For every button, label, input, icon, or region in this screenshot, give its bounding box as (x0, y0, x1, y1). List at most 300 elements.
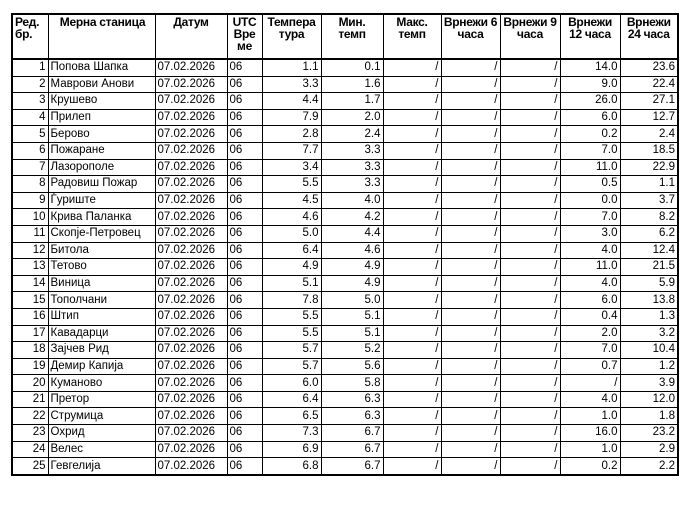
cell-station-name: Радовиш Пожар (48, 176, 155, 193)
cell-utc-time: 06 (227, 259, 262, 276)
cell-max-temp: / (383, 126, 441, 143)
cell-utc-time: 06 (227, 325, 262, 342)
cell-temperature: 5.0 (262, 225, 321, 242)
cell-precip-9h: / (500, 275, 560, 292)
cell-date: 07.02.2026 (155, 93, 227, 110)
table-row (12, 358, 678, 375)
cell-date: 07.02.2026 (155, 342, 227, 359)
cell-max-temp: / (383, 192, 441, 209)
cell-precip-24h: 12.7 (620, 109, 678, 126)
cell-date: 07.02.2026 (155, 176, 227, 193)
cell-precip-9h: / (500, 176, 560, 193)
cell-precip-9h: / (500, 358, 560, 375)
cell-max-temp: / (383, 458, 441, 475)
cell-precip-6h: / (441, 259, 500, 276)
header-temperature: Темпера тура (262, 14, 321, 59)
cell-precip-9h: / (500, 76, 560, 93)
cell-station-name: Кавадарци (48, 325, 155, 342)
header-precip-6h: Врнежи 6 часа (441, 14, 500, 59)
cell-precip-12h: 0.2 (560, 458, 620, 475)
cell-station-name: Крушево (48, 93, 155, 110)
cell-precip-12h: 2.0 (560, 325, 620, 342)
cell-station-name: Тетово (48, 259, 155, 276)
cell-row-number: 2 (12, 76, 48, 93)
cell-utc-time: 06 (227, 292, 262, 309)
cell-station-name: Куманово (48, 375, 155, 392)
cell-min-temp: 5.2 (321, 342, 383, 359)
cell-row-number: 20 (12, 375, 48, 392)
cell-max-temp: / (383, 209, 441, 226)
cell-utc-time: 06 (227, 441, 262, 458)
cell-precip-9h: / (500, 325, 560, 342)
cell-utc-time: 06 (227, 425, 262, 442)
cell-date: 07.02.2026 (155, 259, 227, 276)
cell-precip-12h: 0.0 (560, 192, 620, 209)
cell-row-number: 4 (12, 109, 48, 126)
header-station: Мерна станица (48, 14, 155, 59)
cell-temperature: 5.7 (262, 358, 321, 375)
cell-precip-12h: 0.2 (560, 126, 620, 143)
cell-row-number: 17 (12, 325, 48, 342)
table-row (12, 342, 678, 359)
cell-temperature: 1.1 (262, 59, 321, 76)
cell-station-name: Демир Капија (48, 358, 155, 375)
cell-temperature: 6.4 (262, 242, 321, 259)
cell-min-temp: 4.0 (321, 192, 383, 209)
cell-precip-6h: / (441, 325, 500, 342)
cell-precip-12h: 6.0 (560, 109, 620, 126)
table-row (12, 142, 678, 159)
cell-temperature: 6.0 (262, 375, 321, 392)
table-row (12, 375, 678, 392)
cell-date: 07.02.2026 (155, 425, 227, 442)
cell-utc-time: 06 (227, 142, 262, 159)
cell-row-number: 8 (12, 176, 48, 193)
table-row (12, 59, 678, 76)
cell-precip-12h: 0.5 (560, 176, 620, 193)
cell-precip-6h: / (441, 441, 500, 458)
cell-precip-9h: / (500, 308, 560, 325)
cell-date: 07.02.2026 (155, 358, 227, 375)
cell-temperature: 6.8 (262, 458, 321, 475)
cell-precip-24h: 1.1 (620, 176, 678, 193)
cell-max-temp: / (383, 142, 441, 159)
cell-station-name: Берово (48, 126, 155, 143)
weather-stations-table-container (11, 13, 679, 476)
cell-min-temp: 3.3 (321, 176, 383, 193)
cell-precip-24h: 3.9 (620, 375, 678, 392)
header-max-temp: Макс. темп (383, 14, 441, 59)
table-row (12, 93, 678, 110)
cell-row-number: 12 (12, 242, 48, 259)
cell-min-temp: 1.7 (321, 93, 383, 110)
cell-precip-12h: 1.0 (560, 408, 620, 425)
cell-station-name: Гевгелија (48, 458, 155, 475)
cell-precip-24h: 8.2 (620, 209, 678, 226)
cell-max-temp: / (383, 76, 441, 93)
cell-max-temp: / (383, 93, 441, 110)
cell-temperature: 7.3 (262, 425, 321, 442)
cell-precip-24h: 1.8 (620, 408, 678, 425)
cell-max-temp: / (383, 358, 441, 375)
cell-precip-6h: / (441, 308, 500, 325)
table-row (12, 76, 678, 93)
cell-temperature: 7.7 (262, 142, 321, 159)
cell-max-temp: / (383, 325, 441, 342)
cell-precip-24h: 6.2 (620, 225, 678, 242)
cell-station-name: Штип (48, 308, 155, 325)
header-min-temp: Мин. темп (321, 14, 383, 59)
cell-max-temp: / (383, 176, 441, 193)
cell-precip-24h: 1.3 (620, 308, 678, 325)
cell-temperature: 5.5 (262, 176, 321, 193)
cell-utc-time: 06 (227, 308, 262, 325)
cell-max-temp: / (383, 109, 441, 126)
cell-station-name: Лазорополе (48, 159, 155, 176)
table-row (12, 225, 678, 242)
cell-precip-9h: / (500, 192, 560, 209)
cell-row-number: 23 (12, 425, 48, 442)
cell-precip-6h: / (441, 375, 500, 392)
header-utc-time: UTC Вре ме (227, 14, 262, 59)
cell-max-temp: / (383, 441, 441, 458)
cell-temperature: 5.5 (262, 308, 321, 325)
cell-precip-24h: 1.2 (620, 358, 678, 375)
cell-precip-24h: 23.6 (620, 59, 678, 76)
cell-precip-24h: 2.2 (620, 458, 678, 475)
cell-utc-time: 06 (227, 408, 262, 425)
cell-temperature: 4.6 (262, 209, 321, 226)
cell-row-number: 13 (12, 259, 48, 276)
cell-precip-24h: 5.9 (620, 275, 678, 292)
table-row (12, 109, 678, 126)
cell-utc-time: 06 (227, 358, 262, 375)
cell-precip-12h: 9.0 (560, 76, 620, 93)
cell-utc-time: 06 (227, 391, 262, 408)
cell-date: 07.02.2026 (155, 109, 227, 126)
cell-date: 07.02.2026 (155, 375, 227, 392)
cell-min-temp: 3.3 (321, 142, 383, 159)
cell-date: 07.02.2026 (155, 308, 227, 325)
header-row-number: Ред. бр. (12, 14, 48, 59)
cell-precip-12h: 16.0 (560, 425, 620, 442)
cell-precip-24h: 18.5 (620, 142, 678, 159)
cell-date: 07.02.2026 (155, 76, 227, 93)
cell-utc-time: 06 (227, 76, 262, 93)
cell-precip-9h: / (500, 391, 560, 408)
table-row (12, 308, 678, 325)
header-precip-24h: Врнежи 24 часа (620, 14, 678, 59)
cell-station-name: Прилеп (48, 109, 155, 126)
table-row (12, 159, 678, 176)
cell-row-number: 22 (12, 408, 48, 425)
cell-min-temp: 6.3 (321, 391, 383, 408)
cell-precip-9h: / (500, 425, 560, 442)
cell-utc-time: 06 (227, 126, 262, 143)
table-row (12, 259, 678, 276)
cell-min-temp: 4.9 (321, 259, 383, 276)
cell-utc-time: 06 (227, 109, 262, 126)
cell-precip-6h: / (441, 159, 500, 176)
weather-stations-table (11, 13, 679, 476)
cell-precip-12h: / (560, 375, 620, 392)
cell-precip-6h: / (441, 391, 500, 408)
cell-precip-24h: 27.1 (620, 93, 678, 110)
header-precip-9h: Врнежи 9 часа (500, 14, 560, 59)
cell-precip-12h: 4.0 (560, 242, 620, 259)
cell-max-temp: / (383, 408, 441, 425)
cell-precip-6h: / (441, 192, 500, 209)
cell-precip-9h: / (500, 458, 560, 475)
cell-max-temp: / (383, 159, 441, 176)
cell-max-temp: / (383, 342, 441, 359)
cell-temperature: 6.5 (262, 408, 321, 425)
cell-utc-time: 06 (227, 59, 262, 76)
cell-precip-6h: / (441, 292, 500, 309)
cell-precip-24h: 3.2 (620, 325, 678, 342)
cell-date: 07.02.2026 (155, 292, 227, 309)
table-row (12, 292, 678, 309)
cell-precip-6h: / (441, 242, 500, 259)
cell-max-temp: / (383, 425, 441, 442)
cell-date: 07.02.2026 (155, 408, 227, 425)
cell-date: 07.02.2026 (155, 59, 227, 76)
cell-min-temp: 4.2 (321, 209, 383, 226)
cell-precip-9h: / (500, 375, 560, 392)
cell-row-number: 11 (12, 225, 48, 242)
cell-date: 07.02.2026 (155, 126, 227, 143)
cell-temperature: 3.3 (262, 76, 321, 93)
cell-max-temp: / (383, 242, 441, 259)
cell-precip-24h: 2.9 (620, 441, 678, 458)
cell-precip-9h: / (500, 59, 560, 76)
cell-row-number: 25 (12, 458, 48, 475)
cell-precip-6h: / (441, 142, 500, 159)
cell-station-name: Попова Шапка (48, 59, 155, 76)
table-row (12, 391, 678, 408)
cell-min-temp: 5.6 (321, 358, 383, 375)
table-row (12, 242, 678, 259)
cell-station-name: Зајчев Рид (48, 342, 155, 359)
cell-station-name: Претор (48, 391, 155, 408)
table-row (12, 325, 678, 342)
cell-min-temp: 6.7 (321, 458, 383, 475)
cell-precip-9h: / (500, 142, 560, 159)
cell-min-temp: 5.1 (321, 325, 383, 342)
cell-row-number: 5 (12, 126, 48, 143)
cell-precip-9h: / (500, 342, 560, 359)
cell-row-number: 10 (12, 209, 48, 226)
cell-station-name: Велес (48, 441, 155, 458)
cell-precip-12h: 3.0 (560, 225, 620, 242)
cell-precip-12h: 26.0 (560, 93, 620, 110)
table-row (12, 209, 678, 226)
cell-temperature: 4.5 (262, 192, 321, 209)
cell-precip-6h: / (441, 408, 500, 425)
cell-min-temp: 2.0 (321, 109, 383, 126)
cell-row-number: 9 (12, 192, 48, 209)
cell-station-name: Виница (48, 275, 155, 292)
cell-precip-24h: 21.5 (620, 259, 678, 276)
cell-row-number: 3 (12, 93, 48, 110)
cell-utc-time: 06 (227, 93, 262, 110)
cell-date: 07.02.2026 (155, 391, 227, 408)
cell-station-name: Пожаране (48, 142, 155, 159)
cell-max-temp: / (383, 225, 441, 242)
cell-row-number: 6 (12, 142, 48, 159)
cell-precip-12h: 7.0 (560, 342, 620, 359)
cell-temperature: 7.8 (262, 292, 321, 309)
cell-station-name: Крива Паланка (48, 209, 155, 226)
cell-min-temp: 3.3 (321, 159, 383, 176)
cell-precip-9h: / (500, 126, 560, 143)
cell-precip-12h: 4.0 (560, 391, 620, 408)
header-date: Датум (155, 14, 227, 59)
cell-precip-6h: / (441, 176, 500, 193)
cell-precip-12h: 14.0 (560, 59, 620, 76)
cell-precip-6h: / (441, 209, 500, 226)
cell-precip-9h: / (500, 259, 560, 276)
cell-precip-24h: 23.2 (620, 425, 678, 442)
cell-max-temp: / (383, 391, 441, 408)
cell-utc-time: 06 (227, 225, 262, 242)
cell-date: 07.02.2026 (155, 142, 227, 159)
cell-station-name: Тополчани (48, 292, 155, 309)
cell-precip-9h: / (500, 408, 560, 425)
cell-temperature: 4.4 (262, 93, 321, 110)
cell-row-number: 1 (12, 59, 48, 76)
cell-date: 07.02.2026 (155, 242, 227, 259)
cell-precip-12h: 1.0 (560, 441, 620, 458)
cell-temperature: 3.4 (262, 159, 321, 176)
cell-precip-24h: 10.4 (620, 342, 678, 359)
cell-min-temp: 6.7 (321, 425, 383, 442)
cell-precip-6h: / (441, 458, 500, 475)
cell-min-temp: 0.1 (321, 59, 383, 76)
cell-min-temp: 4.9 (321, 275, 383, 292)
cell-temperature: 6.4 (262, 391, 321, 408)
cell-max-temp: / (383, 308, 441, 325)
cell-station-name: Маврови Анови (48, 76, 155, 93)
cell-temperature: 4.9 (262, 259, 321, 276)
cell-max-temp: / (383, 275, 441, 292)
cell-min-temp: 6.7 (321, 441, 383, 458)
cell-precip-24h: 2.4 (620, 126, 678, 143)
cell-min-temp: 5.1 (321, 308, 383, 325)
cell-precip-6h: / (441, 76, 500, 93)
cell-precip-12h: 7.0 (560, 142, 620, 159)
cell-precip-9h: / (500, 242, 560, 259)
cell-row-number: 24 (12, 441, 48, 458)
cell-min-temp: 1.6 (321, 76, 383, 93)
cell-precip-9h: / (500, 159, 560, 176)
cell-row-number: 21 (12, 391, 48, 408)
table-row (12, 408, 678, 425)
cell-utc-time: 06 (227, 159, 262, 176)
cell-precip-9h: / (500, 225, 560, 242)
cell-temperature: 7.9 (262, 109, 321, 126)
table-row (12, 275, 678, 292)
cell-utc-time: 06 (227, 176, 262, 193)
table-row (12, 176, 678, 193)
cell-temperature: 5.1 (262, 275, 321, 292)
cell-row-number: 18 (12, 342, 48, 359)
cell-max-temp: / (383, 375, 441, 392)
cell-precip-6h: / (441, 225, 500, 242)
cell-date: 07.02.2026 (155, 458, 227, 475)
cell-row-number: 15 (12, 292, 48, 309)
table-row (12, 458, 678, 475)
cell-utc-time: 06 (227, 242, 262, 259)
cell-precip-6h: / (441, 109, 500, 126)
cell-date: 07.02.2026 (155, 159, 227, 176)
table-row (12, 126, 678, 143)
cell-max-temp: / (383, 59, 441, 76)
cell-date: 07.02.2026 (155, 275, 227, 292)
cell-min-temp: 6.3 (321, 408, 383, 425)
cell-precip-9h: / (500, 292, 560, 309)
cell-row-number: 14 (12, 275, 48, 292)
cell-station-name: Битола (48, 242, 155, 259)
cell-temperature: 5.5 (262, 325, 321, 342)
cell-precip-6h: / (441, 275, 500, 292)
cell-date: 07.02.2026 (155, 441, 227, 458)
cell-utc-time: 06 (227, 342, 262, 359)
cell-utc-time: 06 (227, 458, 262, 475)
cell-precip-12h: 7.0 (560, 209, 620, 226)
cell-precip-12h: 4.0 (560, 275, 620, 292)
cell-precip-12h: 11.0 (560, 159, 620, 176)
cell-date: 07.02.2026 (155, 192, 227, 209)
cell-utc-time: 06 (227, 209, 262, 226)
cell-date: 07.02.2026 (155, 225, 227, 242)
cell-min-temp: 5.0 (321, 292, 383, 309)
table-body (12, 59, 678, 475)
cell-precip-6h: / (441, 59, 500, 76)
cell-row-number: 19 (12, 358, 48, 375)
table-row (12, 192, 678, 209)
cell-precip-9h: / (500, 109, 560, 126)
header-precip-12h: Врнежи 12 часа (560, 14, 620, 59)
cell-min-temp: 4.6 (321, 242, 383, 259)
cell-min-temp: 2.4 (321, 126, 383, 143)
cell-precip-24h: 22.9 (620, 159, 678, 176)
cell-precip-24h: 13.8 (620, 292, 678, 309)
table-row (12, 425, 678, 442)
cell-min-temp: 5.8 (321, 375, 383, 392)
cell-station-name: Ѓуриште (48, 192, 155, 209)
cell-temperature: 5.7 (262, 342, 321, 359)
cell-max-temp: / (383, 259, 441, 276)
cell-precip-9h: / (500, 209, 560, 226)
cell-precip-24h: 12.0 (620, 391, 678, 408)
cell-date: 07.02.2026 (155, 325, 227, 342)
cell-precip-9h: / (500, 441, 560, 458)
cell-precip-24h: 12.4 (620, 242, 678, 259)
cell-precip-12h: 11.0 (560, 259, 620, 276)
cell-row-number: 7 (12, 159, 48, 176)
cell-date: 07.02.2026 (155, 209, 227, 226)
cell-precip-24h: 3.7 (620, 192, 678, 209)
cell-temperature: 2.8 (262, 126, 321, 143)
cell-utc-time: 06 (227, 192, 262, 209)
cell-precip-6h: / (441, 358, 500, 375)
cell-utc-time: 06 (227, 375, 262, 392)
cell-precip-6h: / (441, 425, 500, 442)
cell-precip-6h: / (441, 126, 500, 143)
cell-precip-12h: 6.0 (560, 292, 620, 309)
cell-row-number: 16 (12, 308, 48, 325)
